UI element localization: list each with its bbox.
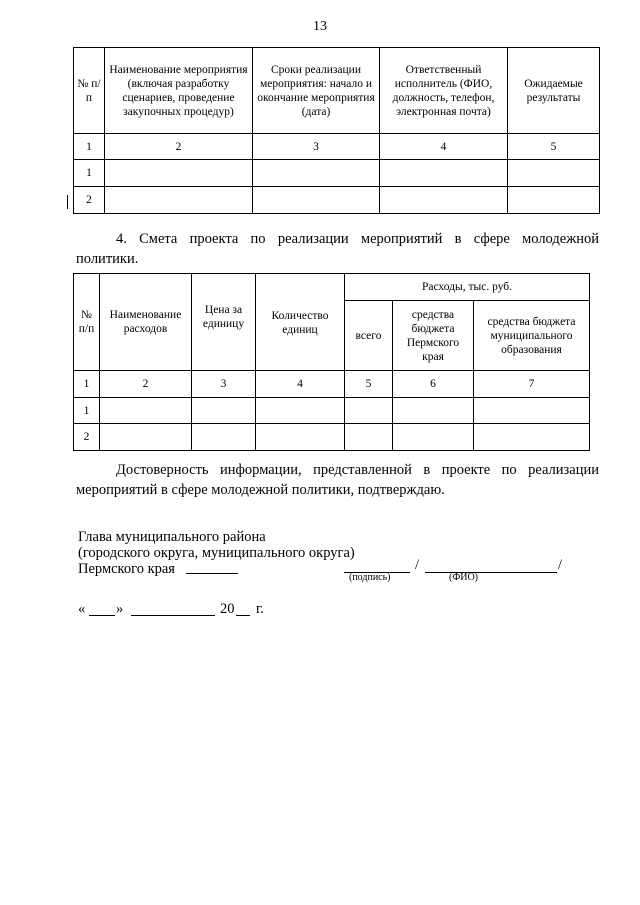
- empty-cell[interactable]: [192, 398, 256, 424]
- table-row: [74, 398, 590, 424]
- empty-cell[interactable]: [105, 187, 253, 214]
- header-quantity: Количество единиц: [256, 274, 345, 371]
- date-open-quote: «: [78, 601, 86, 617]
- header-municipal-budget: средства бюджета муниципального образования: [474, 301, 590, 371]
- column-number: 2: [100, 371, 192, 398]
- column-number: 4: [256, 371, 345, 398]
- signature-title: Пермского края: [78, 561, 175, 577]
- date-close-quote: »: [116, 601, 124, 617]
- header-responsible: Ответственный исполнитель (ФИО, должность, телефон, электронная почта): [380, 48, 508, 134]
- empty-cell[interactable]: [508, 160, 600, 187]
- empty-cell[interactable]: [380, 160, 508, 187]
- column-number: 6: [393, 371, 474, 398]
- signature-caption: (подпись): [349, 572, 391, 583]
- budget-table-header-row: [74, 274, 590, 301]
- row-number: 1: [74, 398, 100, 424]
- empty-cell[interactable]: [256, 424, 345, 451]
- date-year-field[interactable]: [236, 603, 250, 616]
- row-number: 2: [74, 424, 100, 451]
- column-number: 5: [508, 134, 600, 160]
- header-results: Ожидаемые результаты: [508, 48, 600, 134]
- empty-cell[interactable]: [393, 424, 474, 451]
- empty-cell[interactable]: [253, 187, 380, 214]
- column-number: 1: [74, 134, 105, 160]
- empty-cell[interactable]: [345, 424, 393, 451]
- signature-separator: /: [558, 557, 563, 573]
- empty-cell[interactable]: [105, 160, 253, 187]
- date-year-suffix: г.: [256, 601, 264, 617]
- signature-title: (городского округа, муниципального округа): [78, 545, 355, 561]
- header-unit-price: Цена за единицу: [192, 274, 256, 371]
- table-row: [74, 187, 600, 214]
- empty-cell[interactable]: [474, 424, 590, 451]
- date-year-prefix: 20: [220, 601, 235, 617]
- row-number: 1: [74, 160, 105, 187]
- section-4-heading: 4. Смета проекта по реализации мероприятий в сфере молодежной: [116, 231, 599, 247]
- header-event-name: Наименование мероприятия (включая разработку сценариев, проведение закупочных процедур): [105, 48, 253, 134]
- table-border-mark: [67, 195, 68, 209]
- header-number: № п/п: [74, 48, 105, 134]
- header-expenses: Расходы, тыс. руб.: [345, 274, 590, 301]
- events-table-header-row: [74, 48, 600, 134]
- header-expense-name: Наименование расходов: [100, 274, 192, 371]
- empty-cell[interactable]: [100, 398, 192, 424]
- events-table-number-row: [74, 134, 600, 160]
- row-number: 2: [74, 187, 105, 214]
- header-dates: Сроки реализации мероприятия: начало и окончание мероприятия (дата): [253, 48, 380, 134]
- empty-cell[interactable]: [345, 398, 393, 424]
- table-row: [74, 424, 590, 451]
- header-regional-budget: средства бюджета Пермского края: [393, 301, 474, 371]
- section-4-heading-continued: политики.: [76, 251, 139, 267]
- column-number: 7: [474, 371, 590, 398]
- region-blank[interactable]: [186, 561, 238, 574]
- full-name-caption: (ФИО): [449, 572, 479, 583]
- column-number: 1: [74, 371, 100, 398]
- budget-table: [73, 273, 590, 451]
- empty-cell[interactable]: [256, 398, 345, 424]
- empty-cell[interactable]: [192, 424, 256, 451]
- events-table: [73, 47, 600, 214]
- column-number: 3: [253, 134, 380, 160]
- table-row: [74, 160, 600, 187]
- confirmation-text: Достоверность информации, представленной в проекте по реализации: [116, 462, 599, 478]
- column-number: 4: [380, 134, 508, 160]
- confirmation-text-continued: мероприятий в сфере молодежной политики, подтверждаю.: [76, 482, 445, 498]
- empty-cell[interactable]: [100, 424, 192, 451]
- header-total: всего: [345, 301, 393, 371]
- empty-cell[interactable]: [380, 187, 508, 214]
- empty-cell[interactable]: [393, 398, 474, 424]
- signature-separator: /: [415, 557, 420, 573]
- date-day-field[interactable]: [89, 603, 115, 616]
- page-number: 13: [313, 19, 327, 34]
- signature-title: Глава муниципального района: [78, 529, 266, 545]
- budget-table-number-row: [74, 371, 590, 398]
- empty-cell[interactable]: [474, 398, 590, 424]
- header-number: № п/п: [74, 274, 100, 371]
- empty-cell[interactable]: [253, 160, 380, 187]
- column-number: 3: [192, 371, 256, 398]
- column-number: 5: [345, 371, 393, 398]
- full-name-field[interactable]: [425, 560, 557, 573]
- column-number: 2: [105, 134, 253, 160]
- empty-cell[interactable]: [508, 187, 600, 214]
- date-month-field[interactable]: [131, 603, 215, 616]
